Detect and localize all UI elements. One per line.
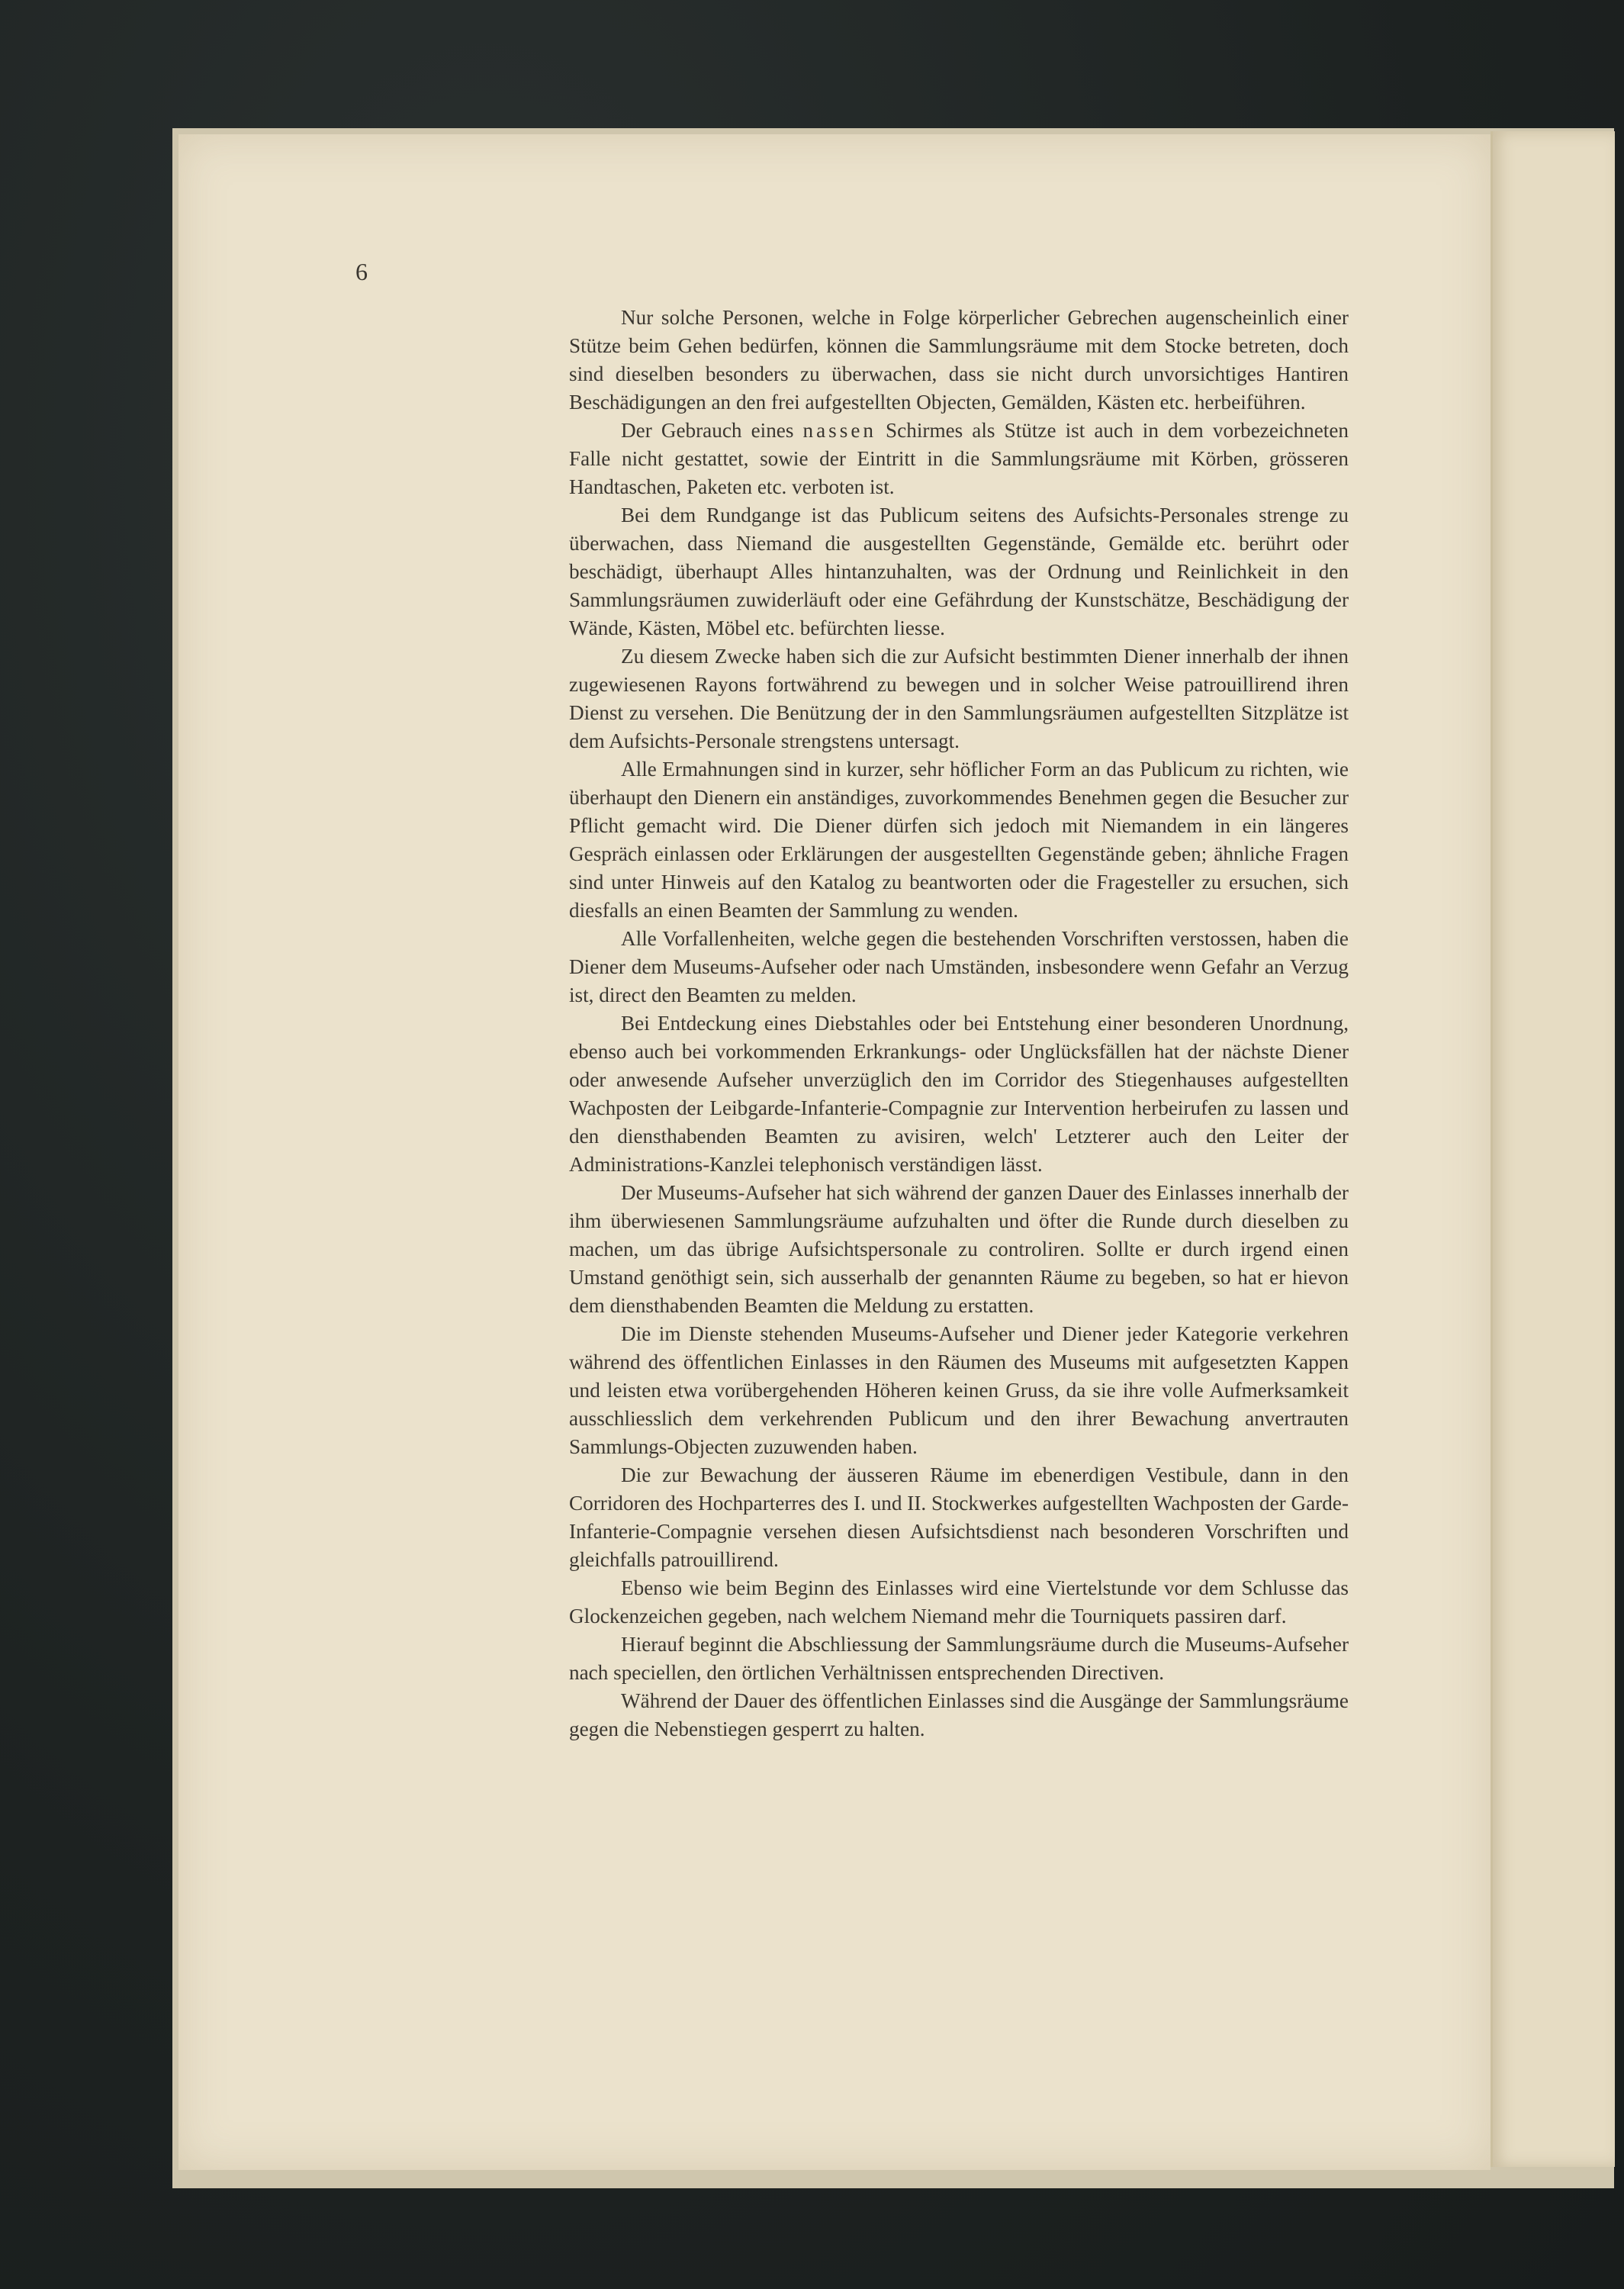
emphasized-word: nassen [802,419,876,442]
paragraph: Der Museums-Aufseher hat sich während der ganzen Dauer des Einlasses innerhalb der ihm überwiesenen Sammlungsräume aufzuhalten und öfter die Runde durch dieselben zu machen, um das übrige Aufsichtspersonale zu controliren. Sollte er durch irgend einen Umstand genöthigt sein, sich ausserhalb der genannten Räume zu begeben, so hat er hievon dem diensthabenden Beamten die Meldung zu erstatten. [569,1181,1349,1317]
paragraph: Während der Dauer des öffentlichen Einlasses sind die Ausgänge der Sammlungsräume gegen die Nebenstiegen gesperrt zu halten. [569,1689,1349,1740]
facing-page-edge [1491,131,1615,2167]
paragraph: Bei dem Rundgange ist das Publicum seitens des Aufsichts-Personales strenge zu überwachen, dass Niemand die ausgestellten Gegenstände, Gemälde etc. berührt oder beschädigt, überhaupt Alles hintanzuhalten, was der Ordnung und Reinlichkeit in den Sammlungsräumen zuwiderläuft oder eine Gefährdung der Kunstschätze, Beschädigung der Wände, Kästen, Möbel etc. befürchten liesse. [569,504,1349,639]
paragraph: Nur solche Personen, welche in Folge körperlicher Gebrechen augenscheinlich einer Stütze beim Gehen bedürfen, können die Sammlungsräume mit dem Stocke betreten, doch sind dieselben besonders zu überwachen, dass sie nicht durch unvorsichtiges Hantiren Beschädigungen an den frei aufgestellten Objecten, Gemälden, Kästen etc. herbeiführen. [569,306,1349,414]
paragraph-text: Der Gebrauch eines [621,419,803,442]
body-text [569,304,1349,1743]
paragraph-text: Schirmes als Stütze ist auch in dem vorbezeichneten Falle nicht gestattet, sowie der Eintritt in die Sammlungsräume mit Körben, grösseren Handtaschen, Paketen etc. verboten ist. [569,419,1349,498]
paragraph: Bei Entdeckung eines Diebstahles oder bei Entstehung einer besonderen Unordnung, ebenso auch bei vorkommenden Erkrankungs- oder Unglücksfällen hat der nächste Diener oder anwesende Aufseher unverzüglich den im Corridor des Stiegenhauses aufgestellten Wachposten der Leibgarde-Infanterie-Compagnie zur Intervention herbeirufen zu lassen und den diensthabenden Beamten zu avisiren, welch' Letzterer auch den Leiter der Administrations-Kanzlei telephonisch verständigen lässt. [569,1012,1349,1176]
paragraph: Hierauf beginnt die Abschliessung der Sammlungsräume durch die Museums-Aufseher nach speciellen, den örtlichen Verhältnissen entsprechenden Directiven. [569,1633,1349,1684]
page-number: 6 [355,258,368,285]
paragraph: Die im Dienste stehenden Museums-Aufseher und Diener jeder Kategorie verkehren während des öffentlichen Einlasses in den Räumen des Museums mit aufgesetzten Kappen und leisten etwa vorübergehenden Höheren keinen Gruss, da sie ihre volle Aufmerksamkeit ausschliesslich dem verkehrenden Publicum und den ihrer Bewachung anvertrauten Sammlungs-Objecten zuzuwenden haben. [569,1322,1349,1458]
paragraph: Alle Ermahnungen sind in kurzer, sehr höflicher Form an das Publicum zu richten, wie überhaupt den Dienern ein anständiges, zuvorkommendes Benehmen gegen die Besucher zur Pflicht gemacht wird. Die Diener dürfen sich jedoch mit Niemandem in ein längeres Gespräch einlassen oder Erklärungen der ausgestellten Gegenstände geben; ähnliche Fragen sind unter Hinweis auf den Katalog zu beantworten oder die Fragesteller zu ersuchen, sich diesfalls an einen Beamten der Sammlung zu wenden. [569,758,1349,922]
paragraph: Zu diesem Zwecke haben sich die zur Aufsicht bestimmten Diener innerhalb der ihnen zugewiesenen Rayons fortwährend zu bewegen und in solcher Weise patrouillirend ihren Dienst zu versehen. Die Benützung der in den Sammlungsräumen aufgestellten Sitzplätze ist dem Aufsichts-Personale strengstens untersagt. [569,645,1349,752]
paragraph: Alle Vorfallenheiten, welche gegen die bestehenden Vorschriften verstossen, haben die Diener dem Museums-Aufseher oder nach Umständen, insbesondere wenn Gefahr an Verzug ist, direct den Beamten zu melden. [569,927,1349,1006]
paragraph: Die zur Bewachung der äusseren Räume im ebenerdigen Vestibule, dann in den Corridoren des Hochparterres des I. und II. Stockwerkes aufgestellten Wachposten der Garde-Infanterie-Compagnie versehen diesen Aufsichtsdienst nach besonderen Vorschriften und gleichfalls patrouillirend. [569,1463,1349,1571]
paragraph: Ebenso wie beim Beginn des Einlasses wird eine Viertelstunde vor dem Schlusse das Glockenzeichen gegeben, nach welchem Niemand mehr die Tourniquets passiren darf. [569,1576,1349,1627]
paragraph [569,417,1349,501]
